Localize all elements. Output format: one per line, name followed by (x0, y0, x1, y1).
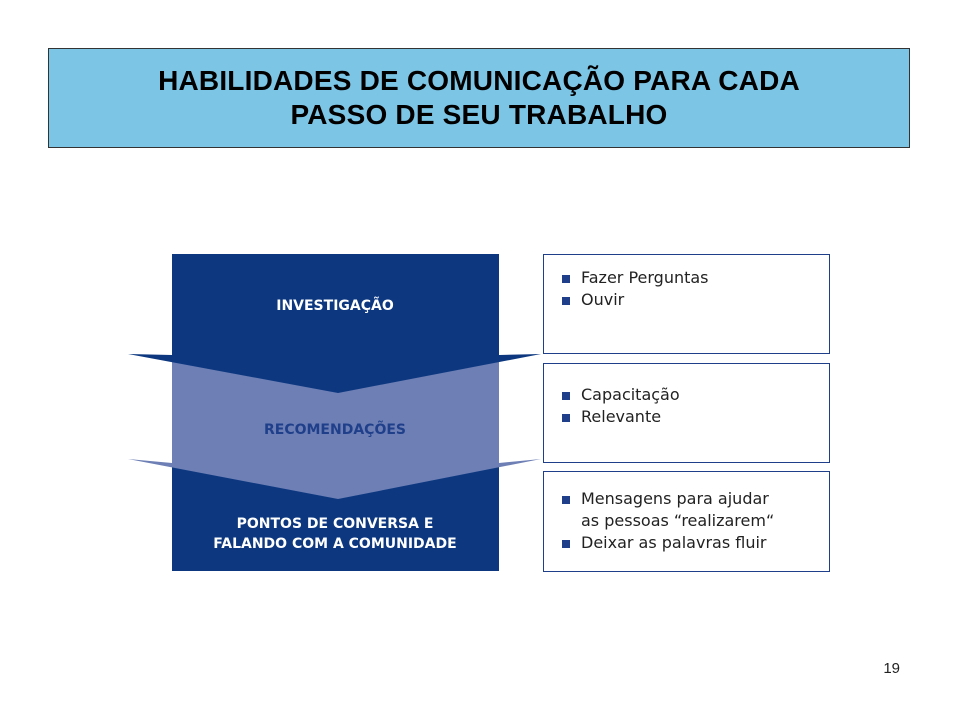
list-item-text: Ouvir (581, 290, 625, 309)
stage-pontos-label (172, 514, 498, 554)
square-bullet-icon (562, 496, 570, 504)
list-item (562, 384, 819, 406)
stage-recomendacoes-label: RECOMENDAÇÕES (263, 422, 406, 438)
list-item (562, 488, 819, 532)
info-box-recomendacoes (543, 363, 830, 463)
info-box-pontos (543, 471, 830, 572)
list-item-text: Relevante (581, 407, 662, 426)
title-line-1: HABILIDADES DE COMUNICAÇÃO PARA CADA (158, 65, 800, 96)
list-item-text: Capacitação (581, 385, 680, 404)
list-item-text: Mensagens para ajudar as pessoas “realizarem“ (581, 489, 775, 530)
square-bullet-icon (562, 392, 570, 400)
list-item (562, 289, 819, 311)
list-item (562, 267, 819, 289)
list-item (562, 532, 819, 554)
list-item-text: Deixar as palavras fluir (581, 533, 767, 552)
list-item-text: Fazer Perguntas (581, 268, 709, 287)
square-bullet-icon (562, 275, 570, 283)
list-item (562, 406, 819, 428)
stage-pontos-label-line-1: PONTOS DE CONVERSA E (236, 516, 434, 532)
square-bullet-icon (562, 540, 570, 548)
info-box-investigacao (543, 254, 830, 354)
square-bullet-icon (562, 414, 570, 422)
page-number: 19 (883, 660, 900, 677)
stage-investigacao-label: INVESTIGAÇÃO (276, 298, 394, 314)
square-bullet-icon (562, 297, 570, 305)
title-line-2: PASSO DE SEU TRABALHO (290, 99, 668, 130)
stage-pontos-label-line-2: FALANDO COM A COMUNIDADE (213, 536, 457, 552)
